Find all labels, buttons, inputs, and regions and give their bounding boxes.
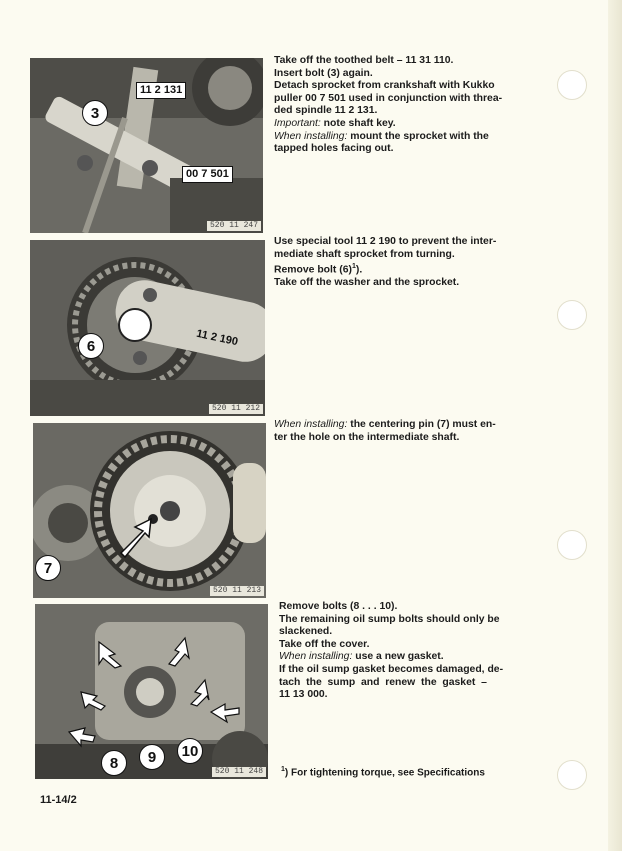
text-fragment: note shaft key.	[320, 117, 396, 129]
figure-3-photo	[33, 423, 266, 598]
text-line: puller 00 7 501 used in conjunction with threa-	[274, 92, 503, 104]
tool-label-00-7-501: 00 7 501	[182, 166, 233, 183]
section-3-text	[274, 419, 496, 444]
section-2-text	[274, 236, 496, 290]
page-edge	[608, 0, 622, 851]
callout-10: 10	[177, 738, 203, 764]
figure-2-photo	[30, 240, 265, 416]
footnote-text: ) For tightening torque, see Specifications	[284, 767, 485, 779]
text-fragment: mount the sprocket with the	[347, 130, 489, 142]
text-line	[274, 131, 502, 144]
callout-8: 8	[101, 750, 127, 776]
text-line: ded spindle 11 2 131.	[274, 105, 378, 117]
figure-id: 520 11 212	[209, 404, 263, 414]
italic-label: When installing:	[279, 651, 353, 663]
section-4-text	[279, 601, 503, 702]
callout-9: 9	[139, 744, 165, 770]
italic-label: Important:	[274, 117, 321, 129]
text-fragment: the centering pin (7) must en-	[347, 419, 496, 430]
text-line: Use special tool 11 2 190 to prevent the inter-	[274, 236, 497, 247]
footnote	[281, 766, 485, 778]
figure-id: 520 11 247	[207, 221, 261, 231]
italic-label: When installing:	[274, 130, 348, 142]
figure-4-photo	[35, 604, 268, 779]
text-line: Take off the toothed belt – 11 31 110.	[274, 55, 454, 66]
figure-1-photo	[30, 58, 263, 233]
binder-hole	[557, 530, 587, 560]
text-line: slackened.	[279, 626, 333, 638]
text-fragment: ).	[355, 264, 363, 276]
text-line	[279, 651, 503, 664]
figure-3-image	[33, 423, 266, 598]
italic-label: When installing:	[274, 419, 348, 430]
text-line	[274, 118, 502, 131]
text-fragment: Remove bolt (6)	[274, 264, 352, 276]
callout-3: 3	[82, 100, 108, 126]
text-line: Detach sprocket from crankshaft with Kukko	[274, 80, 495, 92]
tool-label-11-2-131: 11 2 131	[136, 82, 186, 99]
text-line: Take off the washer and the sprocket.	[274, 277, 460, 289]
tool-label-11-2-190: 11 2 190	[195, 327, 240, 349]
callout-7: 7	[35, 555, 61, 581]
binder-hole	[557, 70, 587, 100]
footnote-marker: 1	[281, 766, 285, 773]
text-line: tach the sump and renew the gasket –	[279, 676, 487, 688]
callout-6: 6	[78, 333, 104, 359]
page-number: 11-14/2	[40, 794, 77, 806]
text-line: Remove bolts (8 . . . 10).	[279, 601, 398, 612]
text-line: mediate shaft sprocket from turning.	[274, 248, 455, 260]
binder-hole	[557, 760, 587, 790]
text-line	[274, 261, 496, 277]
binder-hole	[557, 300, 587, 330]
section-1-text	[274, 55, 502, 156]
text-line: The remaining oil sump bolts should only be	[279, 613, 500, 625]
figure-id: 520 11 248	[212, 767, 266, 777]
text-line	[274, 419, 496, 432]
text-line: If the oil sump gasket becomes damaged, de-	[279, 663, 504, 675]
text-line: tapped holes facing out.	[274, 143, 394, 155]
footnote-marker: 1	[351, 263, 356, 271]
text-line: ter the hole on the intermediate shaft.	[274, 431, 460, 443]
text-fragment: use a new gasket.	[352, 651, 444, 663]
text-line: Take off the cover.	[279, 638, 370, 650]
figure-2-image	[30, 240, 265, 416]
figure-id: 520 11 213	[210, 586, 264, 596]
text-line: 11 13 000.	[279, 689, 328, 701]
text-line: Insert bolt (3) again.	[274, 67, 373, 79]
